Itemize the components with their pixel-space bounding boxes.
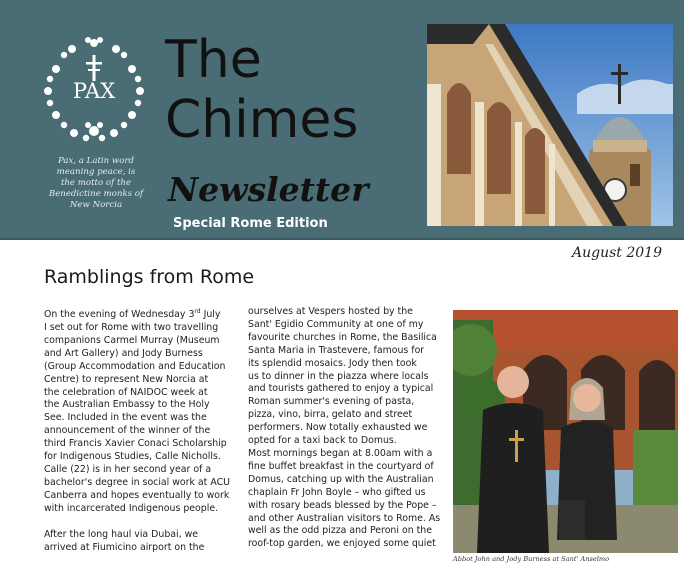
paragraph-3: [248, 306, 446, 551]
text-line: announcement of the winner of the: [44, 425, 211, 437]
special-edition-label: Special Rome Edition: [173, 216, 328, 231]
motto-text: [40, 156, 152, 211]
text-line: performers. Now totally exhausted we: [248, 422, 428, 434]
text-line: and Art Gallery) and Jody Burness: [44, 347, 203, 359]
title-chimes: Chimes: [165, 90, 359, 150]
text-line: Santa Maria in Trastevere, famous for: [248, 344, 425, 356]
issue-date: August 2019: [572, 245, 662, 261]
text-line: Domus, catching up with the Australian: [248, 473, 434, 485]
text-line: chaplain Fr John Boyle – who gifted us: [248, 486, 426, 498]
text-line: companions Carmel Murray (Museum: [44, 334, 220, 346]
title-newsletter: Newsletter: [168, 170, 369, 209]
text-line: favourite churches in Rome, the Basilica: [248, 331, 437, 343]
text-line: Canberra and hopes eventually to work: [44, 489, 230, 501]
title-the: The: [165, 30, 262, 90]
article-column-1: [44, 306, 244, 565]
text-line: Sant' Egidio Community at one of my: [248, 318, 424, 330]
text-line: fine buffet breakfast in the courtyard of: [248, 460, 434, 472]
masthead: [0, 0, 684, 238]
text-line: the celebration of NAIDOC week at: [44, 386, 208, 398]
motto-line: meaning peace, is: [56, 167, 136, 177]
text-line: Roman summer's evening of pasta,: [248, 396, 415, 408]
text-line: See. Included in the event was the: [44, 412, 207, 424]
text-line: the Australian Embassy to the Holy: [44, 399, 210, 411]
text-line: Centre) to represent New Norcia at: [44, 373, 209, 385]
paragraph-2: [44, 529, 244, 555]
text-line: us to dinner in the piazza where locals: [248, 370, 429, 382]
text-line: well as the odd pizza and Peroni on the: [248, 525, 432, 537]
motto-line: New Norcia: [69, 200, 123, 210]
pax-logo: [34, 35, 154, 143]
text-line: third Francis Xavier Conaci Scholarship: [44, 438, 227, 450]
hero-photo-bell-tower: [427, 24, 673, 226]
text-line: On the evening of Wednesday 3rd July: [44, 308, 221, 321]
text-line: bachelor's degree in social work at ACU: [44, 476, 230, 488]
text-line: After the long haul via Dubai, we: [44, 528, 199, 540]
text-line: with incarcerated Indigenous people.: [44, 502, 219, 514]
text-line: for Indigenous Studies, Calle Nicholls.: [44, 451, 221, 463]
photo-caption: Abbot John and Jody Burness at Sant' Anselmo: [453, 555, 610, 563]
text-line: Calle (22) is in her second year of a: [44, 464, 212, 475]
paragraph-1: [44, 306, 244, 516]
text-line: pizza, vino, birra, gelato and street: [248, 409, 413, 421]
text-line: with rosary beads blessed by the Pope –: [248, 499, 437, 511]
article-headline: Ramblings from Rome: [44, 266, 255, 288]
motto-line: the motto of the: [60, 178, 132, 188]
text-line: ourselves at Vespers hosted by the: [248, 306, 413, 317]
motto-line: Pax, a Latin word: [57, 156, 135, 166]
text-line: roof-top garden, we enjoyed some quiet: [248, 538, 436, 550]
text-line: and tourists gathered to enjoy a typical: [248, 383, 434, 395]
motto-line: Benedictine monks of: [48, 189, 144, 199]
text-line: opted for a taxi back to Domus.: [248, 435, 397, 447]
text-line: and other Australian visitors to Rome. As: [248, 512, 441, 524]
logo-text: PAX: [72, 79, 116, 103]
text-line: Most mornings began at 8.00am with a: [248, 447, 433, 459]
masthead-divider: [0, 238, 684, 240]
article-photo-abbot-and-jody: [453, 310, 678, 553]
text-line: I set out for Rome with two travelling: [44, 322, 219, 334]
text-line: (Group Accommodation and Education: [44, 360, 226, 372]
text-line: arrived at Fiumicino airport on the: [44, 541, 205, 553]
text-line: its splendid mosaics. Jody then took: [248, 357, 417, 369]
article-column-2: [248, 306, 446, 564]
